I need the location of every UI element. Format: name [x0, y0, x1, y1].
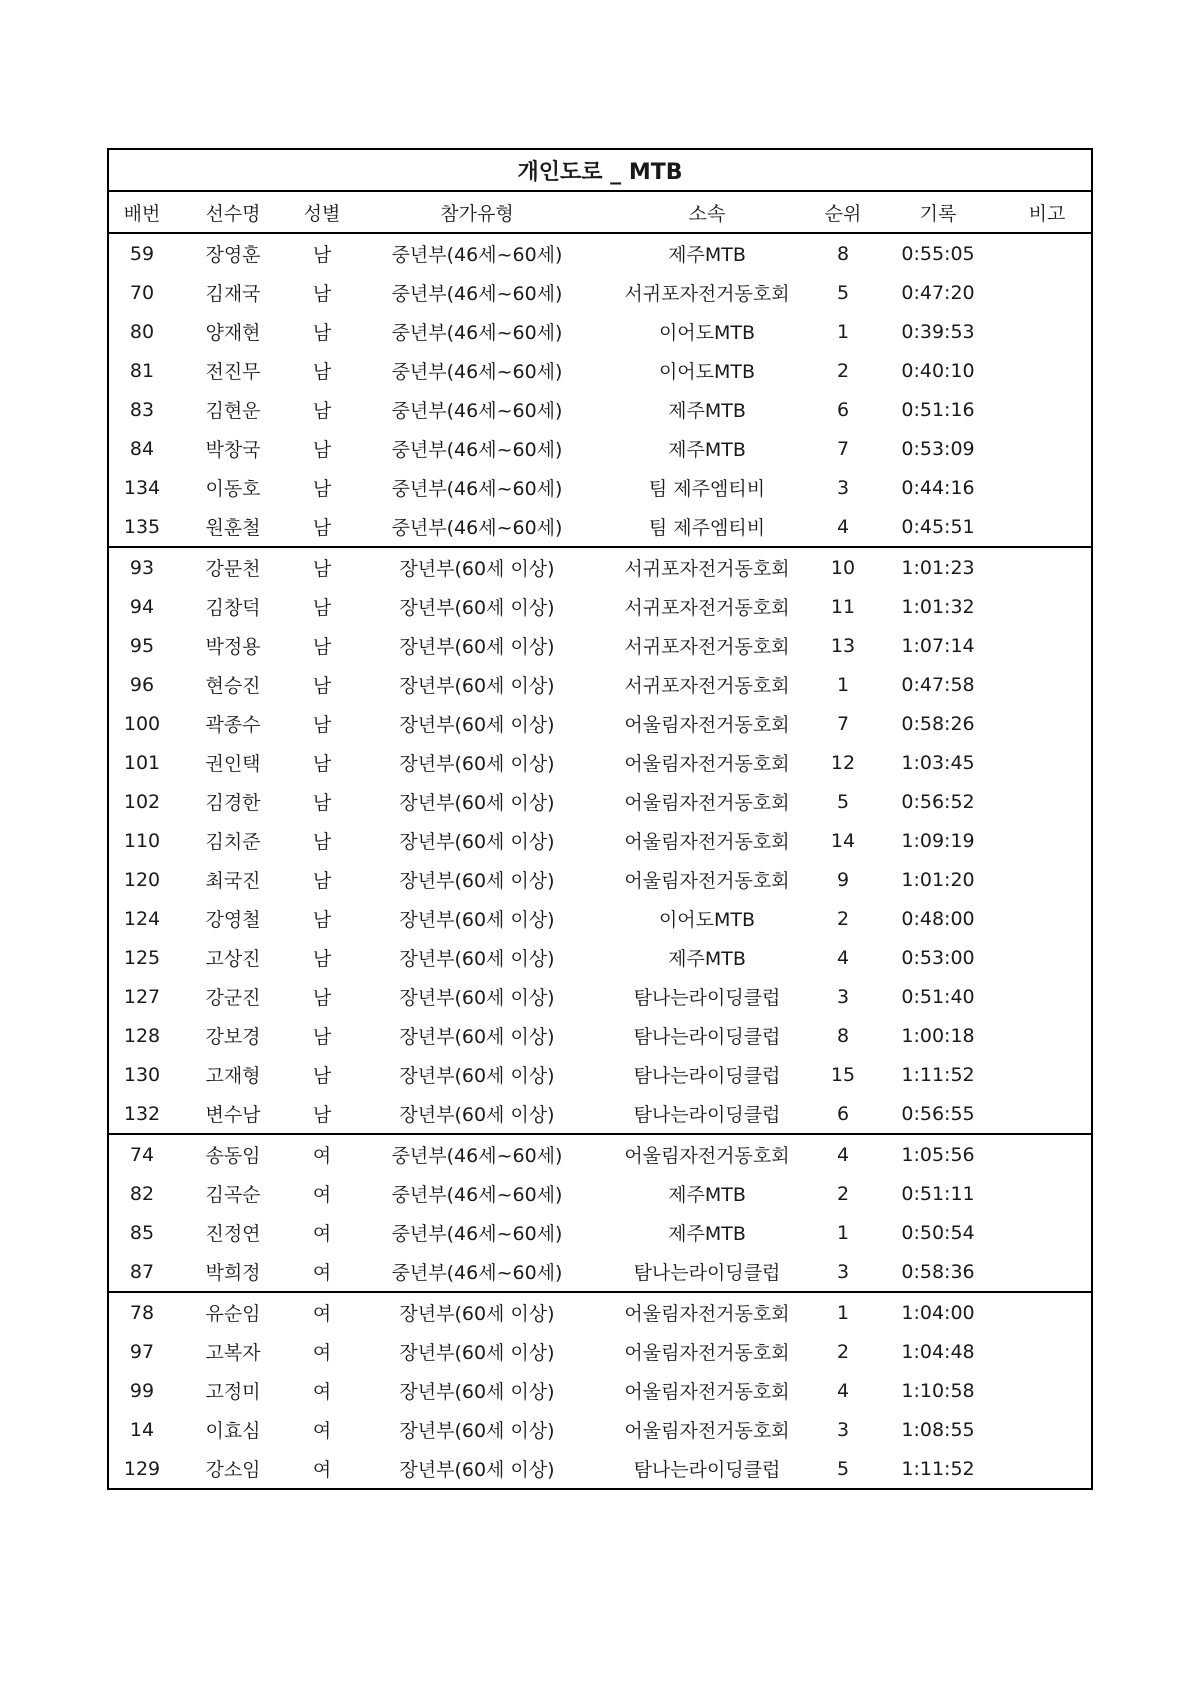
cell-club: 이어도MTB — [658, 909, 756, 931]
cell-category: 중년부(46세~60세) — [391, 1223, 563, 1245]
cell-athlete-name: 송동임 — [205, 1145, 261, 1167]
cell-record: 0:58:26 — [901, 712, 975, 735]
table-row — [109, 1371, 1091, 1410]
cell-bib-number: 87 — [129, 1260, 155, 1283]
cell-gender: 남 — [312, 478, 332, 500]
cell-rank: 1 — [836, 1221, 850, 1244]
cell-record: 1:07:14 — [901, 634, 975, 657]
cell-record: 0:48:00 — [901, 907, 975, 930]
cell-rank: 4 — [836, 1379, 850, 1402]
cell-record: 1:10:58 — [901, 1379, 975, 1402]
cell-athlete-name: 장영훈 — [205, 244, 261, 266]
cell-record: 0:40:10 — [901, 359, 975, 382]
cell-athlete-name: 고복자 — [205, 1342, 261, 1364]
cell-category: 중년부(46세~60세) — [391, 1184, 563, 1206]
table-row — [109, 782, 1091, 821]
header-rank: 순위 — [824, 202, 862, 225]
cell-bib-number: 128 — [123, 1024, 161, 1047]
cell-gender: 남 — [312, 361, 332, 383]
cell-record: 0:39:53 — [901, 320, 975, 343]
cell-rank: 5 — [836, 790, 850, 813]
cell-record: 1:00:18 — [901, 1024, 975, 1047]
table-row — [109, 468, 1091, 507]
cell-rank: 13 — [830, 634, 856, 657]
cell-club: 어울림자전거동호회 — [624, 831, 790, 853]
cell-record: 1:09:19 — [901, 829, 975, 852]
table-row — [109, 626, 1091, 665]
cell-gender: 남 — [312, 322, 332, 344]
cell-category: 장년부(60세 이상) — [399, 1026, 555, 1048]
cell-athlete-name: 고상진 — [205, 948, 261, 970]
cell-athlete-name: 고재형 — [205, 1065, 261, 1087]
cell-bib-number: 134 — [123, 476, 161, 499]
cell-gender: 여 — [312, 1145, 332, 1167]
cell-record: 1:04:48 — [901, 1340, 975, 1363]
cell-gender: 남 — [312, 517, 332, 539]
cell-rank: 3 — [836, 985, 850, 1008]
cell-gender: 남 — [312, 283, 332, 305]
cell-category: 장년부(60세 이상) — [399, 987, 555, 1009]
cell-athlete-name: 강영철 — [205, 909, 261, 931]
cell-category: 장년부(60세 이상) — [399, 753, 555, 775]
cell-record: 1:05:56 — [901, 1143, 975, 1166]
cell-athlete-name: 김치준 — [205, 831, 261, 853]
cell-club: 서귀포자전거동호회 — [624, 558, 790, 580]
cell-bib-number: 84 — [129, 437, 155, 460]
table-row — [109, 860, 1091, 899]
cell-gender: 남 — [312, 870, 332, 892]
cell-gender: 남 — [312, 714, 332, 736]
cell-category: 장년부(60세 이상) — [399, 1303, 555, 1325]
cell-athlete-name: 박창국 — [205, 439, 261, 461]
cell-record: 0:44:16 — [901, 476, 975, 499]
result-group — [109, 548, 1091, 1135]
cell-club: 이어도MTB — [658, 322, 756, 344]
table-row — [109, 977, 1091, 1016]
cell-rank: 6 — [836, 1102, 850, 1125]
table-row — [109, 312, 1091, 351]
cell-rank: 7 — [836, 712, 850, 735]
cell-record: 1:03:45 — [901, 751, 975, 774]
cell-gender: 남 — [312, 439, 332, 461]
cell-gender: 여 — [312, 1223, 332, 1245]
cell-record: 0:58:36 — [901, 1260, 975, 1283]
cell-record: 1:01:23 — [901, 556, 975, 579]
cell-category: 중년부(46세~60세) — [391, 283, 563, 305]
cell-bib-number: 93 — [129, 556, 155, 579]
cell-club: 어울림자전거동호회 — [624, 1381, 790, 1403]
cell-record: 1:08:55 — [901, 1418, 975, 1441]
cell-bib-number: 97 — [129, 1340, 155, 1363]
table-row — [109, 1174, 1091, 1213]
cell-gender: 남 — [312, 597, 332, 619]
cell-gender: 여 — [312, 1459, 332, 1481]
cell-athlete-name: 이동호 — [205, 478, 261, 500]
cell-bib-number: 82 — [129, 1182, 155, 1205]
header-club: 소속 — [688, 202, 726, 225]
cell-athlete-name: 고정미 — [205, 1381, 261, 1403]
table-title: 개인도로 _ MTB — [109, 150, 1091, 192]
cell-athlete-name: 김창덕 — [205, 597, 261, 619]
cell-athlete-name: 유순임 — [205, 1303, 261, 1325]
cell-bib-number: 127 — [123, 985, 161, 1008]
cell-bib-number: 59 — [129, 242, 155, 265]
cell-gender: 남 — [312, 1065, 332, 1087]
cell-athlete-name: 박희정 — [205, 1262, 261, 1284]
cell-gender: 여 — [312, 1342, 332, 1364]
cell-bib-number: 120 — [123, 868, 161, 891]
header-bib-number: 배번 — [123, 202, 161, 225]
cell-rank: 4 — [836, 1143, 850, 1166]
cell-bib-number: 99 — [129, 1379, 155, 1402]
table-row — [109, 1293, 1091, 1332]
cell-rank: 2 — [836, 1182, 850, 1205]
cell-category: 중년부(46세~60세) — [391, 361, 563, 383]
cell-athlete-name: 변수남 — [205, 1104, 261, 1126]
result-group — [109, 234, 1091, 548]
table-row — [109, 821, 1091, 860]
cell-bib-number: 125 — [123, 946, 161, 969]
cell-record: 1:04:00 — [901, 1301, 975, 1324]
cell-rank: 5 — [836, 281, 850, 304]
cell-athlete-name: 강군진 — [205, 987, 261, 1009]
table-row — [109, 234, 1091, 273]
cell-rank: 10 — [830, 556, 856, 579]
cell-athlete-name: 강문천 — [205, 558, 261, 580]
cell-rank: 3 — [836, 476, 850, 499]
cell-athlete-name: 김곡순 — [205, 1184, 261, 1206]
cell-gender: 남 — [312, 636, 332, 658]
cell-club: 탐나는라이딩클럽 — [633, 1459, 781, 1481]
cell-bib-number: 102 — [123, 790, 161, 813]
cell-record: 0:50:54 — [901, 1221, 975, 1244]
table-row — [109, 665, 1091, 704]
cell-rank: 9 — [836, 868, 850, 891]
cell-gender: 남 — [312, 400, 332, 422]
cell-bib-number: 83 — [129, 398, 155, 421]
cell-club: 탐나는라이딩클럽 — [633, 1026, 781, 1048]
cell-rank: 2 — [836, 1340, 850, 1363]
cell-category: 장년부(60세 이상) — [399, 1459, 555, 1481]
cell-bib-number: 80 — [129, 320, 155, 343]
cell-record: 0:56:55 — [901, 1102, 975, 1125]
cell-category: 장년부(60세 이상) — [399, 675, 555, 697]
result-group — [109, 1293, 1091, 1488]
cell-club: 서귀포자전거동호회 — [624, 283, 790, 305]
cell-bib-number: 135 — [123, 515, 161, 538]
results-table — [107, 148, 1093, 1490]
table-row — [109, 273, 1091, 312]
cell-rank: 12 — [830, 751, 856, 774]
cell-category: 장년부(60세 이상) — [399, 1104, 555, 1126]
table-row — [109, 390, 1091, 429]
header-record: 기록 — [919, 202, 957, 225]
cell-athlete-name: 김재국 — [205, 283, 261, 305]
cell-bib-number: 101 — [123, 751, 161, 774]
cell-record: 0:51:40 — [901, 985, 975, 1008]
cell-gender: 남 — [312, 831, 332, 853]
header-row — [109, 192, 1091, 234]
cell-bib-number: 100 — [123, 712, 161, 735]
cell-record: 0:51:11 — [901, 1182, 975, 1205]
cell-gender: 여 — [312, 1184, 332, 1206]
cell-athlete-name: 양재현 — [205, 322, 261, 344]
cell-club: 어울림자전거동호회 — [624, 1342, 790, 1364]
cell-record: 0:45:51 — [901, 515, 975, 538]
cell-rank: 3 — [836, 1418, 850, 1441]
cell-gender: 남 — [312, 1104, 332, 1126]
result-group — [109, 1135, 1091, 1293]
cell-category: 장년부(60세 이상) — [399, 636, 555, 658]
cell-athlete-name: 최국진 — [205, 870, 261, 892]
cell-bib-number: 130 — [123, 1063, 161, 1086]
cell-gender: 남 — [312, 675, 332, 697]
cell-rank: 1 — [836, 320, 850, 343]
cell-club: 어울림자전거동호회 — [624, 870, 790, 892]
cell-category: 장년부(60세 이상) — [399, 597, 555, 619]
cell-rank: 4 — [836, 946, 850, 969]
table-row — [109, 1213, 1091, 1252]
cell-category: 장년부(60세 이상) — [399, 909, 555, 931]
cell-club: 서귀포자전거동호회 — [624, 675, 790, 697]
cell-bib-number: 129 — [123, 1457, 161, 1480]
cell-rank: 4 — [836, 515, 850, 538]
cell-club: 탐나는라이딩클럽 — [633, 1104, 781, 1126]
cell-category: 중년부(46세~60세) — [391, 478, 563, 500]
cell-gender: 여 — [312, 1303, 332, 1325]
cell-bib-number: 94 — [129, 595, 155, 618]
cell-club: 제주MTB — [668, 948, 746, 970]
table-row — [109, 1449, 1091, 1488]
cell-club: 팀 제주엠티비 — [648, 478, 766, 500]
cell-bib-number: 95 — [129, 634, 155, 657]
cell-club: 제주MTB — [668, 439, 746, 461]
cell-record: 1:01:20 — [901, 868, 975, 891]
table-row — [109, 704, 1091, 743]
cell-rank: 5 — [836, 1457, 850, 1480]
cell-gender: 남 — [312, 948, 332, 970]
cell-record: 0:51:16 — [901, 398, 975, 421]
cell-athlete-name: 김경한 — [205, 792, 261, 814]
table-row — [109, 548, 1091, 587]
cell-bib-number: 70 — [129, 281, 155, 304]
cell-athlete-name: 이효심 — [205, 1420, 261, 1442]
cell-club: 어울림자전거동호회 — [624, 714, 790, 736]
table-row — [109, 1094, 1091, 1133]
cell-category: 장년부(60세 이상) — [399, 792, 555, 814]
cell-rank: 8 — [836, 242, 850, 265]
cell-club: 제주MTB — [668, 400, 746, 422]
cell-club: 서귀포자전거동호회 — [624, 636, 790, 658]
table-row — [109, 743, 1091, 782]
cell-club: 어울림자전거동호회 — [624, 1303, 790, 1325]
cell-record: 1:11:52 — [901, 1457, 975, 1480]
cell-rank: 1 — [836, 673, 850, 696]
cell-category: 장년부(60세 이상) — [399, 948, 555, 970]
table-row — [109, 1252, 1091, 1291]
cell-bib-number: 14 — [129, 1418, 155, 1441]
table-row — [109, 1135, 1091, 1174]
cell-record: 0:47:58 — [901, 673, 975, 696]
table-row — [109, 938, 1091, 977]
cell-record: 1:11:52 — [901, 1063, 975, 1086]
cell-category: 중년부(46세~60세) — [391, 322, 563, 344]
cell-athlete-name: 권인택 — [205, 753, 261, 775]
cell-club: 서귀포자전거동호회 — [624, 597, 790, 619]
cell-gender: 남 — [312, 244, 332, 266]
cell-athlete-name: 현승진 — [205, 675, 261, 697]
cell-category: 장년부(60세 이상) — [399, 870, 555, 892]
cell-category: 장년부(60세 이상) — [399, 714, 555, 736]
cell-athlete-name: 강보경 — [205, 1026, 261, 1048]
cell-club: 제주MTB — [668, 1184, 746, 1206]
cell-athlete-name: 원훈철 — [205, 517, 261, 539]
cell-rank: 1 — [836, 1301, 850, 1324]
cell-category: 장년부(60세 이상) — [399, 1381, 555, 1403]
cell-record: 0:55:05 — [901, 242, 975, 265]
cell-record: 0:56:52 — [901, 790, 975, 813]
cell-athlete-name: 전진무 — [205, 361, 261, 383]
table-row — [109, 351, 1091, 390]
cell-category: 중년부(46세~60세) — [391, 244, 563, 266]
cell-bib-number: 85 — [129, 1221, 155, 1244]
cell-gender: 여 — [312, 1420, 332, 1442]
cell-gender: 남 — [312, 558, 332, 580]
cell-bib-number: 96 — [129, 673, 155, 696]
cell-club: 팀 제주엠티비 — [648, 517, 766, 539]
table-row — [109, 587, 1091, 626]
cell-rank: 6 — [836, 398, 850, 421]
cell-gender: 남 — [312, 909, 332, 931]
cell-gender: 여 — [312, 1381, 332, 1403]
cell-club: 제주MTB — [668, 244, 746, 266]
cell-category: 장년부(60세 이상) — [399, 1342, 555, 1364]
cell-club: 어울림자전거동호회 — [624, 753, 790, 775]
cell-rank: 2 — [836, 907, 850, 930]
cell-bib-number: 74 — [129, 1143, 155, 1166]
cell-rank: 8 — [836, 1024, 850, 1047]
cell-rank: 14 — [830, 829, 856, 852]
cell-category: 중년부(46세~60세) — [391, 1145, 563, 1167]
header-athlete-name: 선수명 — [205, 202, 261, 225]
table-row — [109, 1016, 1091, 1055]
cell-bib-number: 81 — [129, 359, 155, 382]
header-gender: 성별 — [303, 202, 341, 225]
cell-rank: 2 — [836, 359, 850, 382]
cell-category: 장년부(60세 이상) — [399, 831, 555, 853]
cell-club: 이어도MTB — [658, 361, 756, 383]
cell-category: 중년부(46세~60세) — [391, 1262, 563, 1284]
cell-athlete-name: 박정용 — [205, 636, 261, 658]
cell-rank: 3 — [836, 1260, 850, 1283]
cell-bib-number: 78 — [129, 1301, 155, 1324]
cell-club: 탐나는라이딩클럽 — [633, 1262, 781, 1284]
cell-record: 0:53:09 — [901, 437, 975, 460]
cell-category: 장년부(60세 이상) — [399, 558, 555, 580]
cell-gender: 남 — [312, 792, 332, 814]
cell-record: 1:01:32 — [901, 595, 975, 618]
cell-club: 제주MTB — [668, 1223, 746, 1245]
cell-rank: 7 — [836, 437, 850, 460]
cell-club: 어울림자전거동호회 — [624, 1420, 790, 1442]
cell-club: 어울림자전거동호회 — [624, 792, 790, 814]
cell-gender: 남 — [312, 987, 332, 1009]
cell-bib-number: 132 — [123, 1102, 161, 1125]
cell-athlete-name: 강소임 — [205, 1459, 261, 1481]
header-category: 참가유형 — [440, 202, 514, 225]
cell-category: 장년부(60세 이상) — [399, 1420, 555, 1442]
header-remarks: 비고 — [1028, 202, 1066, 225]
cell-gender: 여 — [312, 1262, 332, 1284]
cell-category: 중년부(46세~60세) — [391, 439, 563, 461]
cell-rank: 15 — [830, 1063, 856, 1086]
cell-category: 중년부(46세~60세) — [391, 400, 563, 422]
table-row — [109, 507, 1091, 546]
cell-club: 탐나는라이딩클럽 — [633, 1065, 781, 1087]
cell-club: 탐나는라이딩클럽 — [633, 987, 781, 1009]
cell-category: 장년부(60세 이상) — [399, 1065, 555, 1087]
table-body — [109, 234, 1091, 1488]
cell-athlete-name: 김현운 — [205, 400, 261, 422]
cell-club: 어울림자전거동호회 — [624, 1145, 790, 1167]
cell-bib-number: 124 — [123, 907, 161, 930]
table-row — [109, 899, 1091, 938]
cell-gender: 남 — [312, 1026, 332, 1048]
cell-gender: 남 — [312, 753, 332, 775]
cell-athlete-name: 진정연 — [205, 1223, 261, 1245]
table-row — [109, 1332, 1091, 1371]
table-row — [109, 1410, 1091, 1449]
cell-record: 0:53:00 — [901, 946, 975, 969]
table-row — [109, 429, 1091, 468]
cell-record: 0:47:20 — [901, 281, 975, 304]
cell-athlete-name: 곽종수 — [205, 714, 261, 736]
cell-rank: 11 — [830, 595, 856, 618]
cell-bib-number: 110 — [123, 829, 161, 852]
table-row — [109, 1055, 1091, 1094]
cell-category: 중년부(46세~60세) — [391, 517, 563, 539]
